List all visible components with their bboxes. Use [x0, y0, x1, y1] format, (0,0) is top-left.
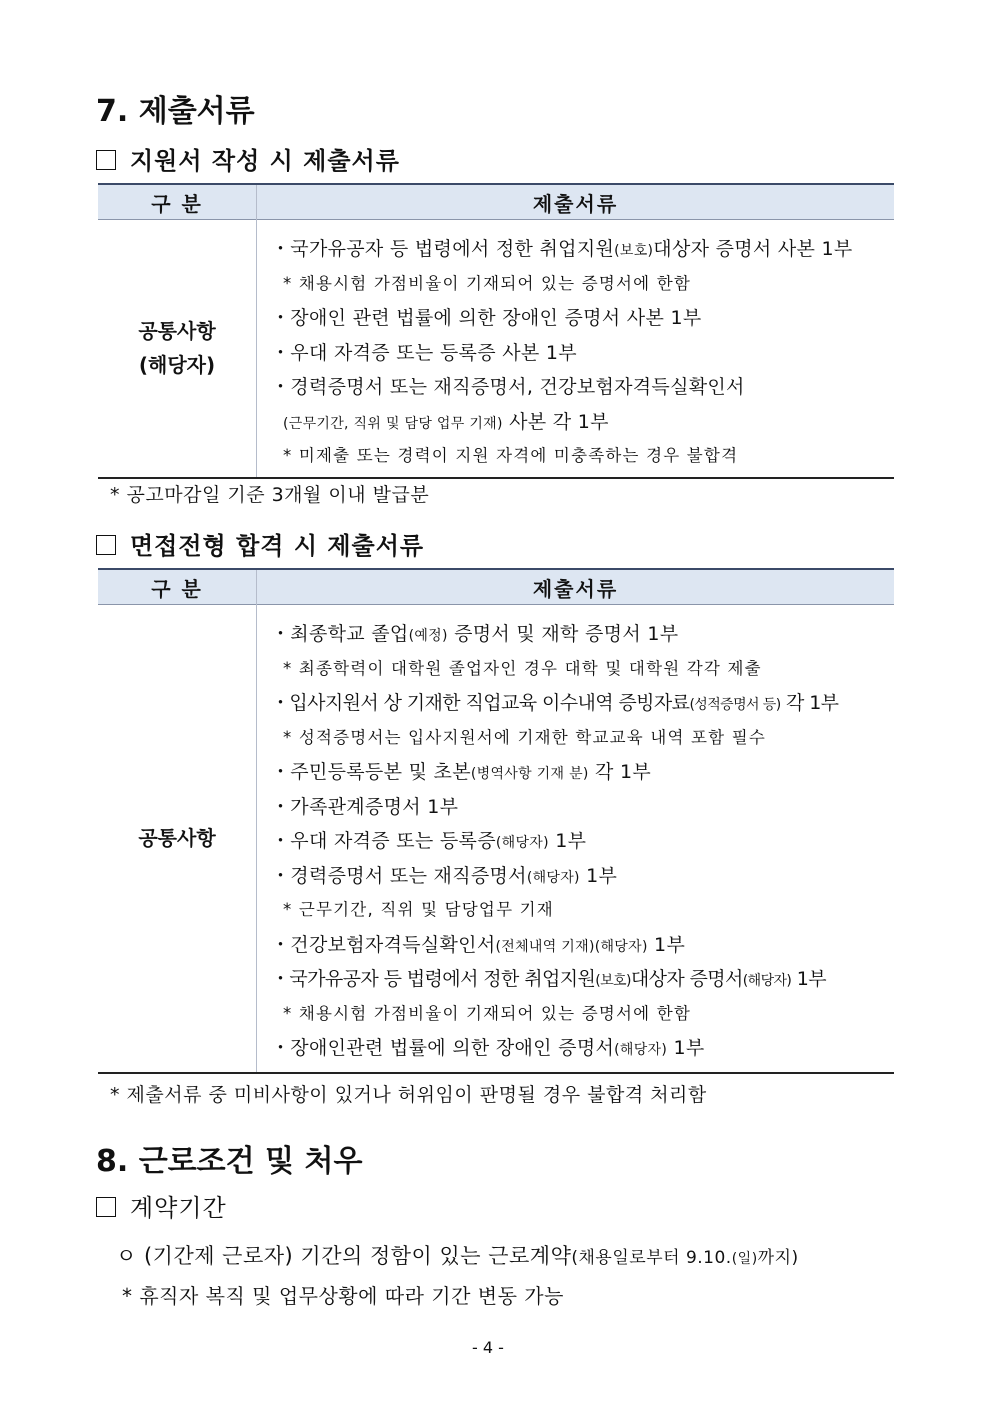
- doc-note: * 근무기간, 직위 및 담당업무 기재: [283, 900, 554, 919]
- doc-line: ・건강보험자격득실확인서(전체내역 기재)(해당자) 1부: [271, 933, 686, 956]
- contract-period-item: ㅇ (기간제 근로자) 기간의 정함이 있는 근로계약(채용일로부터 9.10.(일)까지): [116, 1244, 799, 1268]
- table-row: [98, 220, 894, 478]
- doc-line: ・우대 자격증 또는 등록증 사본 1부: [271, 341, 577, 364]
- application-docs-table: [98, 183, 894, 479]
- doc-note: * 미제출 또는 경력이 지원 자격에 미충족하는 경우 불합격: [283, 446, 739, 465]
- doc-line: ・경력증명서 또는 재직증명서(해당자) 1부: [271, 864, 618, 887]
- application-docs-footnote: * 공고마감일 기준 3개월 이내 발급분: [110, 484, 430, 506]
- doc-line: ・우대 자격증 또는 등록증(해당자) 1부: [271, 830, 587, 852]
- contract-period-note: * 휴직자 복직 및 업무상황에 따라 기간 변동 가능: [122, 1284, 564, 1308]
- page-number: - 4 -: [472, 1338, 504, 1357]
- doc-line: ・가족관계증명서 1부: [271, 795, 459, 818]
- subsection-heading-interview-docs: [96, 526, 424, 561]
- documents-cell: [257, 220, 895, 478]
- doc-line-continued: (근무기간, 직위 및 담당 업무 기재) 사본 각 1부: [283, 410, 609, 433]
- col-header-category: 구 분: [98, 569, 257, 605]
- doc-line: ・장애인 관련 법률에 의한 장애인 증명서 사본 1부: [271, 307, 702, 329]
- category-cell: [98, 605, 257, 1073]
- doc-note: * 채용시험 가점비율이 기재되어 있는 증명서에 한함: [283, 1003, 692, 1023]
- doc-line: ・경력증명서 또는 재직증명서, 건강보험자격득실확인서: [271, 376, 745, 398]
- table-header-row: [98, 569, 894, 605]
- section-7-title: 7. 제출서류: [96, 94, 255, 129]
- subsection-heading-text: 계약기간: [130, 1194, 227, 1222]
- interview-docs-table: [98, 568, 894, 1074]
- category-sublabel: (해당자): [138, 353, 216, 378]
- subsection-heading-text: 면접전형 합격 시 제출서류: [130, 532, 425, 560]
- doc-line: ・장애인관련 법률에 의한 장애인 증명서(해당자) 1부: [271, 1037, 705, 1059]
- doc-line: ・주민등록등본 및 초본(병역사항 기재 분) 각 1부: [271, 761, 652, 783]
- col-header-documents: 제출서류: [257, 569, 895, 605]
- doc-line: ・국가유공자 등 법령에서 정한 취업지원(보호)대상자 증명서 사본 1부: [271, 238, 853, 260]
- table-header-row: [98, 184, 894, 220]
- subsection-heading-application-docs: [96, 141, 400, 176]
- checkbox-square-icon: [96, 1197, 116, 1217]
- subsection-heading-contract-period: [96, 1188, 227, 1223]
- col-header-category: 구 분: [98, 184, 257, 220]
- col-header-documents: 제출서류: [257, 184, 895, 220]
- category-label: 공통사항: [138, 319, 216, 344]
- doc-line: ・국가유공자 등 법령에서 정한 취업지원(보호)대상자 증명서(해당자) 1부: [271, 968, 826, 990]
- table-row: [98, 605, 894, 1073]
- interview-docs-footnote: * 제출서류 중 미비사항이 있거나 허위임이 판명될 경우 불합격 처리함: [110, 1084, 707, 1106]
- doc-note: * 최종학력이 대학원 졸업자인 경우 대학 및 대학원 각각 제출: [283, 658, 762, 678]
- category-cell: [98, 220, 257, 478]
- checkbox-square-icon: [96, 150, 116, 170]
- documents-cell: [257, 605, 895, 1073]
- doc-note: * 채용시험 가점비율이 기재되어 있는 증명서에 한함: [283, 273, 692, 293]
- subsection-heading-text: 지원서 작성 시 제출서류: [130, 147, 400, 175]
- category-label: 공통사항: [138, 826, 216, 851]
- section-8-title: 8. 근로조건 및 처우: [96, 1144, 363, 1179]
- doc-note: * 성적증명서는 입사지원서에 기재한 학교교육 내역 포함 필수: [283, 727, 767, 747]
- checkbox-square-icon: [96, 535, 116, 555]
- doc-line: ・입사지원서 상 기재한 직업교육 이수내역 증빙자료(성적증명서 등) 각 1부: [271, 692, 839, 714]
- doc-line: ・최종학교 졸업(예정) 증명서 및 재학 증명서 1부: [271, 623, 679, 645]
